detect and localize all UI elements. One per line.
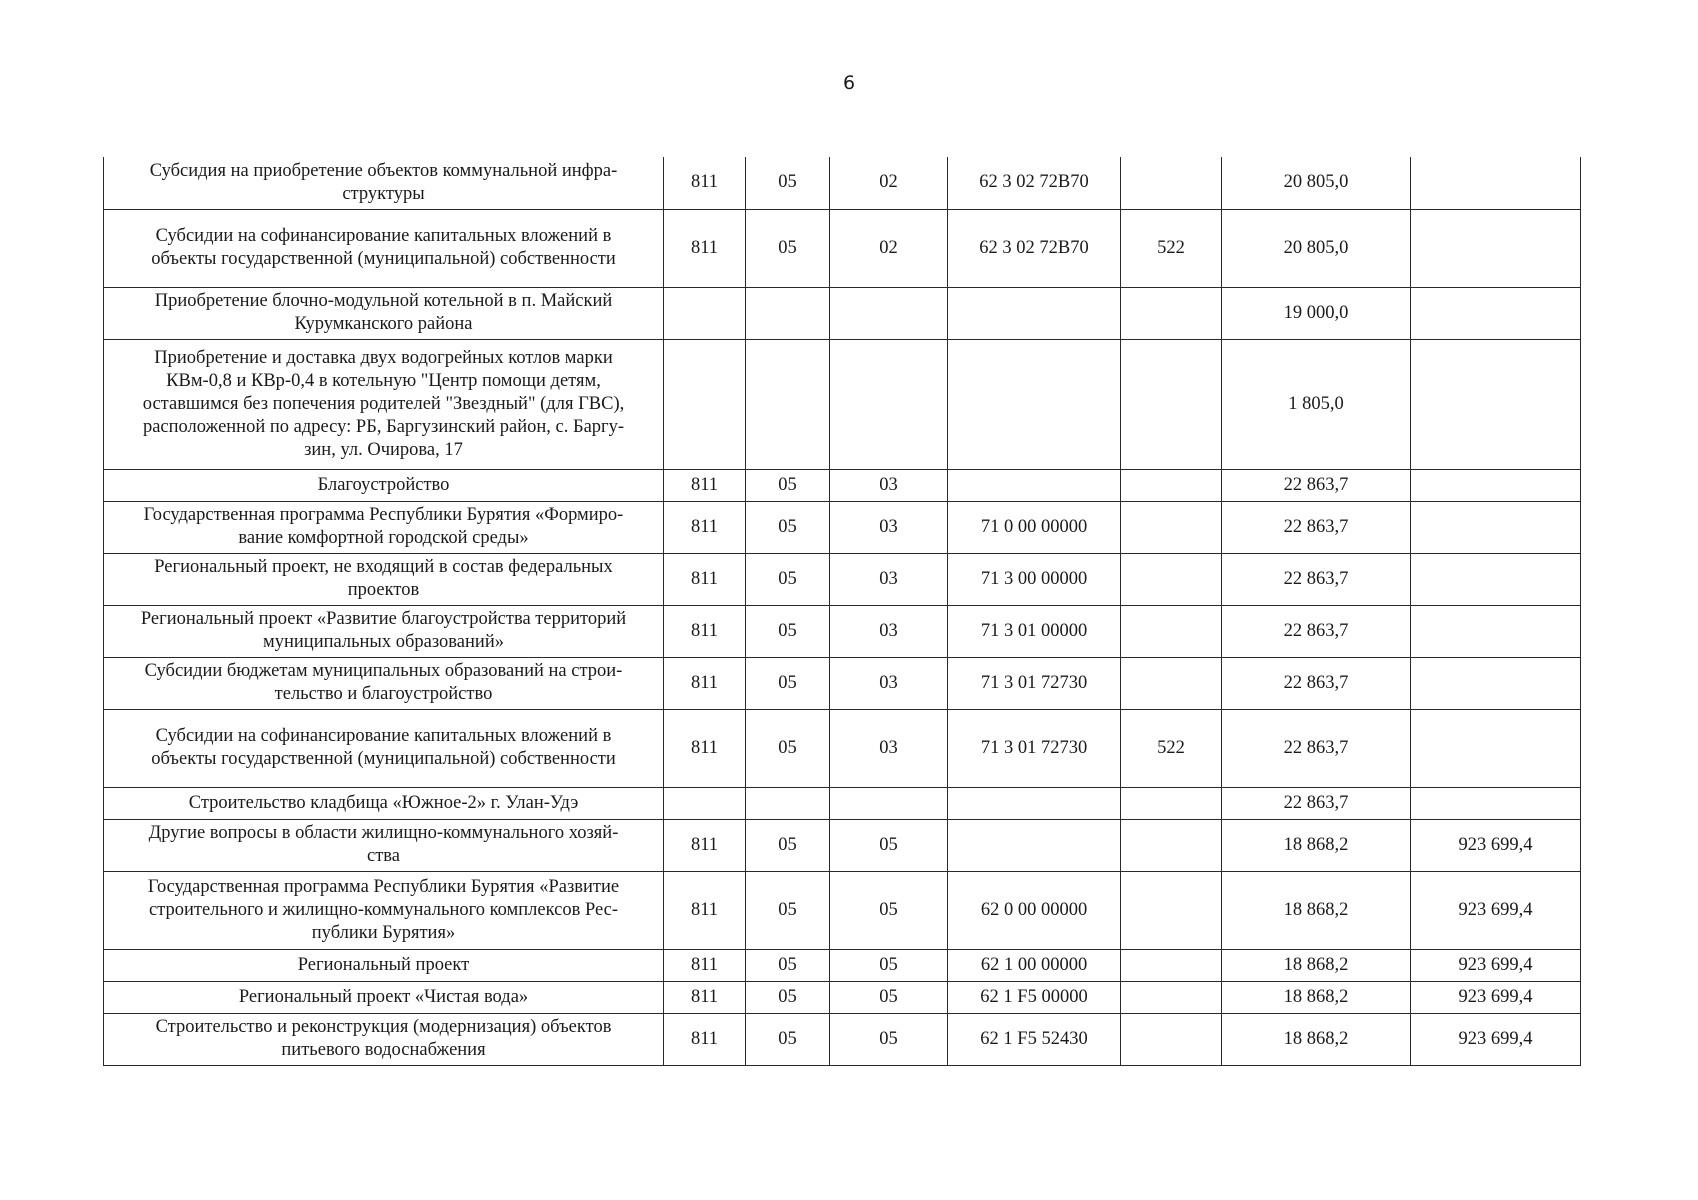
row-name-line: муниципальных образований» [263, 632, 504, 652]
admin-code-cell: 811 [664, 553, 746, 605]
amount-next-cell: 923 699,4 [1411, 871, 1581, 949]
row-name-cell [104, 871, 664, 949]
subsection-code-cell: 03 [830, 469, 948, 501]
page-number: 6 [842, 72, 856, 94]
expense-type-cell [1121, 657, 1222, 709]
row-name-cell [104, 981, 664, 1013]
admin-code-cell: 811 [664, 501, 746, 553]
table-row [104, 553, 1581, 605]
subsection-code-cell: 05 [830, 819, 948, 871]
row-name-cell [104, 553, 664, 605]
amount-next-cell: 923 699,4 [1411, 819, 1581, 871]
table-row [104, 605, 1581, 657]
amount-current-cell: 22 863,7 [1222, 469, 1411, 501]
target-article-cell: 62 0 00 00000 [948, 871, 1121, 949]
amount-current-cell: 22 863,7 [1222, 787, 1411, 819]
amount-next-cell [1411, 209, 1581, 287]
section-code-cell: 05 [746, 949, 830, 981]
row-name-cell [104, 949, 664, 981]
section-code-cell [746, 787, 830, 819]
amount-current-cell: 18 868,2 [1222, 1013, 1411, 1065]
row-name-line: объекты государственной (муниципальной) собственности [151, 749, 616, 769]
target-article-cell: 62 1 F5 00000 [948, 981, 1121, 1013]
expense-type-cell [1121, 501, 1222, 553]
row-name-line: Строительство и реконструкция (модернизация) объектов [155, 1017, 612, 1037]
admin-code-cell: 811 [664, 209, 746, 287]
amount-current-cell: 22 863,7 [1222, 657, 1411, 709]
table-row [104, 287, 1581, 339]
amount-current-cell: 18 868,2 [1222, 871, 1411, 949]
section-code-cell: 05 [746, 1013, 830, 1065]
expense-type-cell [1121, 339, 1222, 469]
row-name-line: Субсидии на софинансирование капитальных вложений в [155, 726, 612, 746]
amount-current-cell: 20 805,0 [1222, 209, 1411, 287]
target-article-cell: 71 3 01 00000 [948, 605, 1121, 657]
row-name-line: структуры [342, 183, 425, 204]
target-article-cell: 71 3 01 72730 [948, 657, 1121, 709]
row-name-line: Региональный проект [297, 954, 470, 975]
target-article-cell: 62 3 02 72В70 [948, 209, 1121, 287]
section-code-cell: 05 [746, 657, 830, 709]
admin-code-cell: 811 [664, 871, 746, 949]
subsection-code-cell [830, 787, 948, 819]
admin-code-cell: 811 [664, 981, 746, 1013]
row-name-line: питьевого водоснабжения [281, 1040, 486, 1060]
table-row [104, 709, 1581, 787]
row-name-line: проектов [347, 580, 420, 600]
target-article-cell: 62 1 F5 52430 [948, 1013, 1121, 1065]
row-name-line: КВм-0,8 и КВр-0,4 в котельную "Центр помощи детям, [166, 370, 601, 391]
expense-type-cell [1121, 1013, 1222, 1065]
row-name-line: Субсидия на приобретение объектов коммунальной инфра- [149, 160, 618, 181]
expense-type-cell [1121, 949, 1222, 981]
amount-next-cell: 923 699,4 [1411, 981, 1581, 1013]
amount-current-cell: 20 805,0 [1222, 157, 1411, 209]
admin-code-cell: 811 [664, 1013, 746, 1065]
subsection-code-cell: 03 [830, 501, 948, 553]
section-code-cell: 05 [746, 981, 830, 1013]
admin-code-cell: 811 [664, 709, 746, 787]
admin-code-cell [664, 287, 746, 339]
amount-current-cell: 22 863,7 [1222, 709, 1411, 787]
amount-next-cell [1411, 553, 1581, 605]
target-article-cell: 71 0 00 00000 [948, 501, 1121, 553]
row-name-line: Другие вопросы в области жилищно-коммунального хозяй- [148, 823, 619, 843]
subsection-code-cell: 03 [830, 709, 948, 787]
table-row [104, 657, 1581, 709]
amount-next-cell [1411, 657, 1581, 709]
table-row [104, 469, 1581, 501]
row-name-cell [104, 339, 664, 469]
amount-current-cell: 22 863,7 [1222, 501, 1411, 553]
row-name-cell [104, 501, 664, 553]
amount-next-cell [1411, 501, 1581, 553]
target-article-cell: 71 3 01 72730 [948, 709, 1121, 787]
admin-code-cell [664, 339, 746, 469]
row-name-line: объекты государственной (муниципальной) собственности [151, 249, 616, 269]
section-code-cell: 05 [746, 819, 830, 871]
subsection-code-cell: 05 [830, 949, 948, 981]
admin-code-cell [664, 787, 746, 819]
expense-type-cell: 522 [1121, 209, 1222, 287]
row-name-cell [104, 209, 664, 287]
expense-type-cell [1121, 787, 1222, 819]
amount-current-cell: 1 805,0 [1222, 339, 1411, 469]
amount-current-cell: 18 868,2 [1222, 981, 1411, 1013]
row-name-line: Приобретение блочно-модульной котельной в п. Майский [154, 291, 613, 311]
section-code-cell: 05 [746, 501, 830, 553]
amount-next-cell [1411, 709, 1581, 787]
section-code-cell: 05 [746, 605, 830, 657]
subsection-code-cell [830, 287, 948, 339]
section-code-cell: 05 [746, 157, 830, 209]
row-name-line: Государственная программа Республики Бурятия «Развитие [147, 876, 620, 897]
row-name-cell [104, 157, 664, 209]
admin-code-cell: 811 [664, 819, 746, 871]
row-name-cell [104, 1013, 664, 1065]
subsection-code-cell: 03 [830, 657, 948, 709]
admin-code-cell: 811 [664, 949, 746, 981]
row-name-line: Приобретение и доставка двух водогрейных котлов марки [154, 347, 613, 368]
table-row [104, 981, 1581, 1013]
subsection-code-cell: 03 [830, 553, 948, 605]
expense-type-cell [1121, 981, 1222, 1013]
row-name-cell [104, 819, 664, 871]
expense-type-cell [1121, 553, 1222, 605]
row-name-line: зин, ул. Очирова, 17 [304, 439, 463, 460]
row-name-cell [104, 469, 664, 501]
row-name-line: вание комфортной городской среды» [238, 528, 529, 548]
row-name-cell [104, 709, 664, 787]
amount-next-cell [1411, 605, 1581, 657]
section-code-cell: 05 [746, 709, 830, 787]
admin-code-cell: 811 [664, 157, 746, 209]
admin-code-cell: 811 [664, 657, 746, 709]
row-name-line: расположенной по адресу: РБ, Баргузинский район, с. Баргу- [142, 416, 625, 437]
expense-type-cell [1121, 605, 1222, 657]
expense-type-cell [1121, 819, 1222, 871]
table-row [104, 339, 1581, 469]
expense-type-cell [1121, 157, 1222, 209]
subsection-code-cell: 02 [830, 157, 948, 209]
expense-type-cell [1121, 287, 1222, 339]
amount-current-cell: 22 863,7 [1222, 553, 1411, 605]
table-row [104, 157, 1581, 209]
amount-next-cell: 923 699,4 [1411, 949, 1581, 981]
amount-current-cell: 18 868,2 [1222, 949, 1411, 981]
table-row [104, 1013, 1581, 1065]
budget-table-body [104, 157, 1581, 1065]
row-name-line: Региональный проект «Чистая вода» [238, 986, 529, 1007]
target-article-cell [948, 469, 1121, 501]
subsection-code-cell: 03 [830, 605, 948, 657]
row-name-line: оставшимся без попечения родителей "Звездный" (для ГВС), [142, 393, 625, 414]
amount-next-cell [1411, 469, 1581, 501]
amount-current-cell: 22 863,7 [1222, 605, 1411, 657]
amount-next-cell [1411, 287, 1581, 339]
section-code-cell [746, 287, 830, 339]
row-name-line: Субсидии на софинансирование капитальных вложений в [155, 226, 612, 246]
row-name-line: Государственная программа Республики Бурятия «Формиро- [143, 505, 624, 525]
admin-code-cell: 811 [664, 469, 746, 501]
section-code-cell: 05 [746, 469, 830, 501]
subsection-code-cell: 05 [830, 871, 948, 949]
amount-next-cell [1411, 787, 1581, 819]
table-row [104, 787, 1581, 819]
target-article-cell [948, 787, 1121, 819]
subsection-code-cell: 02 [830, 209, 948, 287]
row-name-line: Субсидии бюджетам муниципальных образований на строи- [144, 661, 623, 681]
table-row [104, 819, 1581, 871]
row-name-line: публики Бурятия» [311, 922, 456, 943]
table-row [104, 209, 1581, 287]
target-article-cell [948, 819, 1121, 871]
amount-current-cell: 19 000,0 [1222, 287, 1411, 339]
row-name-line: Региональный проект «Развитие благоустройства территорий [140, 609, 627, 629]
row-name-cell [104, 605, 664, 657]
amount-current-cell: 18 868,2 [1222, 819, 1411, 871]
target-article-cell: 62 1 00 00000 [948, 949, 1121, 981]
row-name-line: Курумканского района [294, 314, 473, 334]
row-name-line: строительного и жилищно-коммунального комплексов Рес- [148, 899, 619, 920]
table-row [104, 871, 1581, 949]
subsection-code-cell: 05 [830, 1013, 948, 1065]
section-code-cell: 05 [746, 871, 830, 949]
target-article-cell: 62 3 02 72В70 [948, 157, 1121, 209]
row-name-line: тельство и благоустройство [274, 684, 493, 704]
amount-next-cell: 923 699,4 [1411, 1013, 1581, 1065]
row-name-line: Региональный проект, не входящий в состав федеральных [154, 557, 613, 577]
amount-next-cell [1411, 157, 1581, 209]
amount-next-cell [1411, 339, 1581, 469]
row-name-cell [104, 787, 664, 819]
table-row [104, 949, 1581, 981]
target-article-cell: 71 3 00 00000 [948, 553, 1121, 605]
target-article-cell [948, 339, 1121, 469]
section-code-cell: 05 [746, 209, 830, 287]
row-name-line: Благоустройство [317, 474, 450, 495]
subsection-code-cell: 05 [830, 981, 948, 1013]
expense-type-cell: 522 [1121, 709, 1222, 787]
row-name-cell [104, 657, 664, 709]
row-name-line: ства [367, 846, 400, 866]
table-row [104, 501, 1581, 553]
section-code-cell [746, 339, 830, 469]
expense-type-cell [1121, 871, 1222, 949]
row-name-line: Строительство кладбища «Южное-2» г. Улан-Удэ [188, 792, 579, 813]
expense-type-cell [1121, 469, 1222, 501]
budget-table [103, 157, 1581, 1066]
admin-code-cell: 811 [664, 605, 746, 657]
subsection-code-cell [830, 339, 948, 469]
section-code-cell: 05 [746, 553, 830, 605]
target-article-cell [948, 287, 1121, 339]
row-name-cell [104, 287, 664, 339]
